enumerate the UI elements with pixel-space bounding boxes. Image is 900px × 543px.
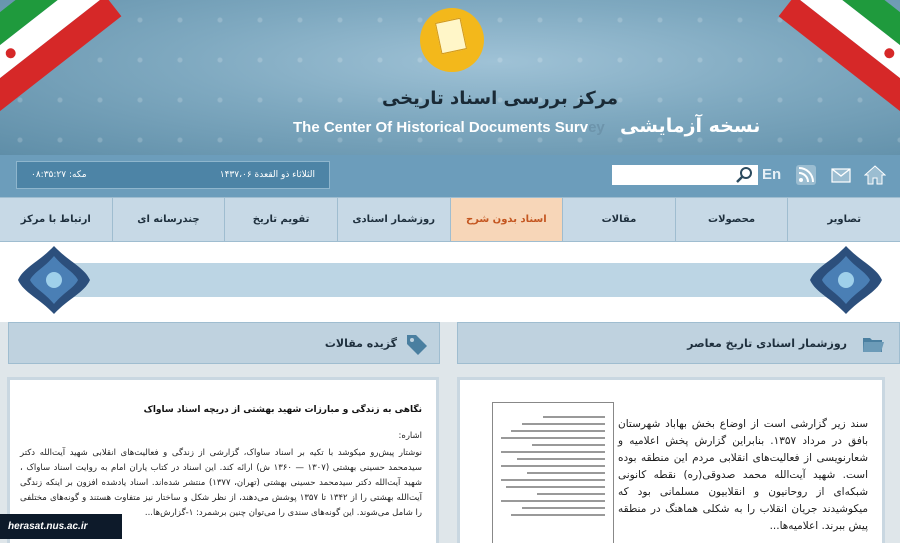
article-intro-label: اشاره: <box>398 431 422 441</box>
time-text: مکه: ۰۸:۳۵:۲۷ <box>31 170 87 180</box>
ornament-band <box>0 242 900 322</box>
search-icon[interactable] <box>735 166 755 184</box>
nav-item-undescribed-documents[interactable]: اسناد بدون شرح <box>450 198 563 241</box>
ornament-left <box>14 242 94 316</box>
home-icon[interactable] <box>864 164 886 186</box>
nav-item-history-calendar[interactable]: تقویم تاریخ <box>224 198 337 241</box>
ornament-right <box>806 242 886 316</box>
chronicle-summary-text: سند زیر گزارشی است از اوضاع بخش بهاباد شهرستان بافق در مرداد ۱۳۵۷. بنابراین گزارش پخش اعلامیه و شعارنویسی از فعالیت‌های انقلابی مردم این منطقه بوده است. شهید آیت‌الله محمد صدوقی(ره) نقطه کانونی شبکه‌ای از روحانیون و انقلابیون مسلمانی بود که میکوشیدند جریان انقلاب را به شکلی هماهنگ در منطقه پیش ببرند. اعلامیه‌ها... <box>618 418 869 532</box>
nav-item-images[interactable]: تصاویر <box>787 198 900 241</box>
documentary-chronicle-panel <box>457 377 885 543</box>
nav-item-documentary-chronicle[interactable]: روزشمار اسنادی <box>337 198 450 241</box>
selected-articles-heading-text: گزیده مقالات <box>324 336 397 350</box>
nav-item-products[interactable]: محصولات <box>675 198 788 241</box>
ornament-bar <box>70 263 830 297</box>
article-summary-text: نوشتار پیش‌رو میکوشد با تکیه بر اسناد ساواک، گزارشی از زندگی و فعالیت‌های انقلابی شهید آیت‌الله دکتر سیدمحمد حسینی بهشتی (۱۳۰۷ — ۱۳۶۰ ش) ارائه کند. این اسناد در کتاب یاران امام به روایت اسناد ساواک ، شهید آیت‌الله دکتر سیدمحمد حسینی بهشتی (تهران، ۱۳۷۷) منتشر شده‌اند. اسناد یادشده افزون بر اینکه زندگی آیت‌الله بهشتی را از ۱۳۴۲ تا ۱۳۵۷ پوشش می‌دهند، از نظر شکل و ساختار نیز متفاوت هستند و گونه‌های مختلفی را شامل می‌شوند. این گونه‌های سندی را می‌توان چنین برشمرد: ۱-گزارش‌ها... <box>20 448 423 518</box>
site-header <box>0 0 900 155</box>
date-time-box <box>16 161 330 189</box>
site-title-english-main: The Center Of Historical Documents Surv <box>293 119 589 136</box>
iran-flag-left <box>0 0 145 155</box>
mail-icon[interactable] <box>830 164 852 186</box>
iran-flag-right <box>755 0 900 155</box>
english-language-link[interactable]: En <box>762 166 782 183</box>
site-title-english <box>293 119 605 136</box>
nav-item-contact[interactable]: ارتباط با مرکز <box>20 214 91 225</box>
folder-icon <box>861 333 885 355</box>
watermark: herasat.nus.ac.ir <box>0 514 122 539</box>
tag-icon <box>405 333 429 355</box>
nav-item-multimedia[interactable]: چندرسانه ای <box>112 198 225 241</box>
trial-version-label: نسخه آزمایشی <box>620 115 761 137</box>
documentary-chronicle-heading-text: روزشمار اسنادی تاریخ معاصر <box>687 336 847 350</box>
site-title-persian: مرکز بررسی اسناد تاریخی <box>381 88 619 109</box>
documentary-chronicle-heading[interactable] <box>457 322 900 364</box>
site-title-english-faded: ey <box>588 119 605 136</box>
rss-icon[interactable] <box>795 164 817 186</box>
center-logo[interactable] <box>420 8 484 72</box>
date-text: الثلاثاء ذو القعدة ۱۴۳۷،۰۶ <box>219 170 315 180</box>
document-icon <box>435 18 467 55</box>
main-navigation <box>0 197 900 242</box>
nav-item-articles[interactable]: مقالات <box>562 198 675 241</box>
utility-bar <box>0 155 900 197</box>
document-thumbnail[interactable] <box>492 402 614 543</box>
selected-articles-heading[interactable] <box>8 322 440 364</box>
article-title-link[interactable]: نگاهی به زندگی و مبارزات شهید بهشتی از دریچه اسناد ساواک <box>143 405 422 415</box>
